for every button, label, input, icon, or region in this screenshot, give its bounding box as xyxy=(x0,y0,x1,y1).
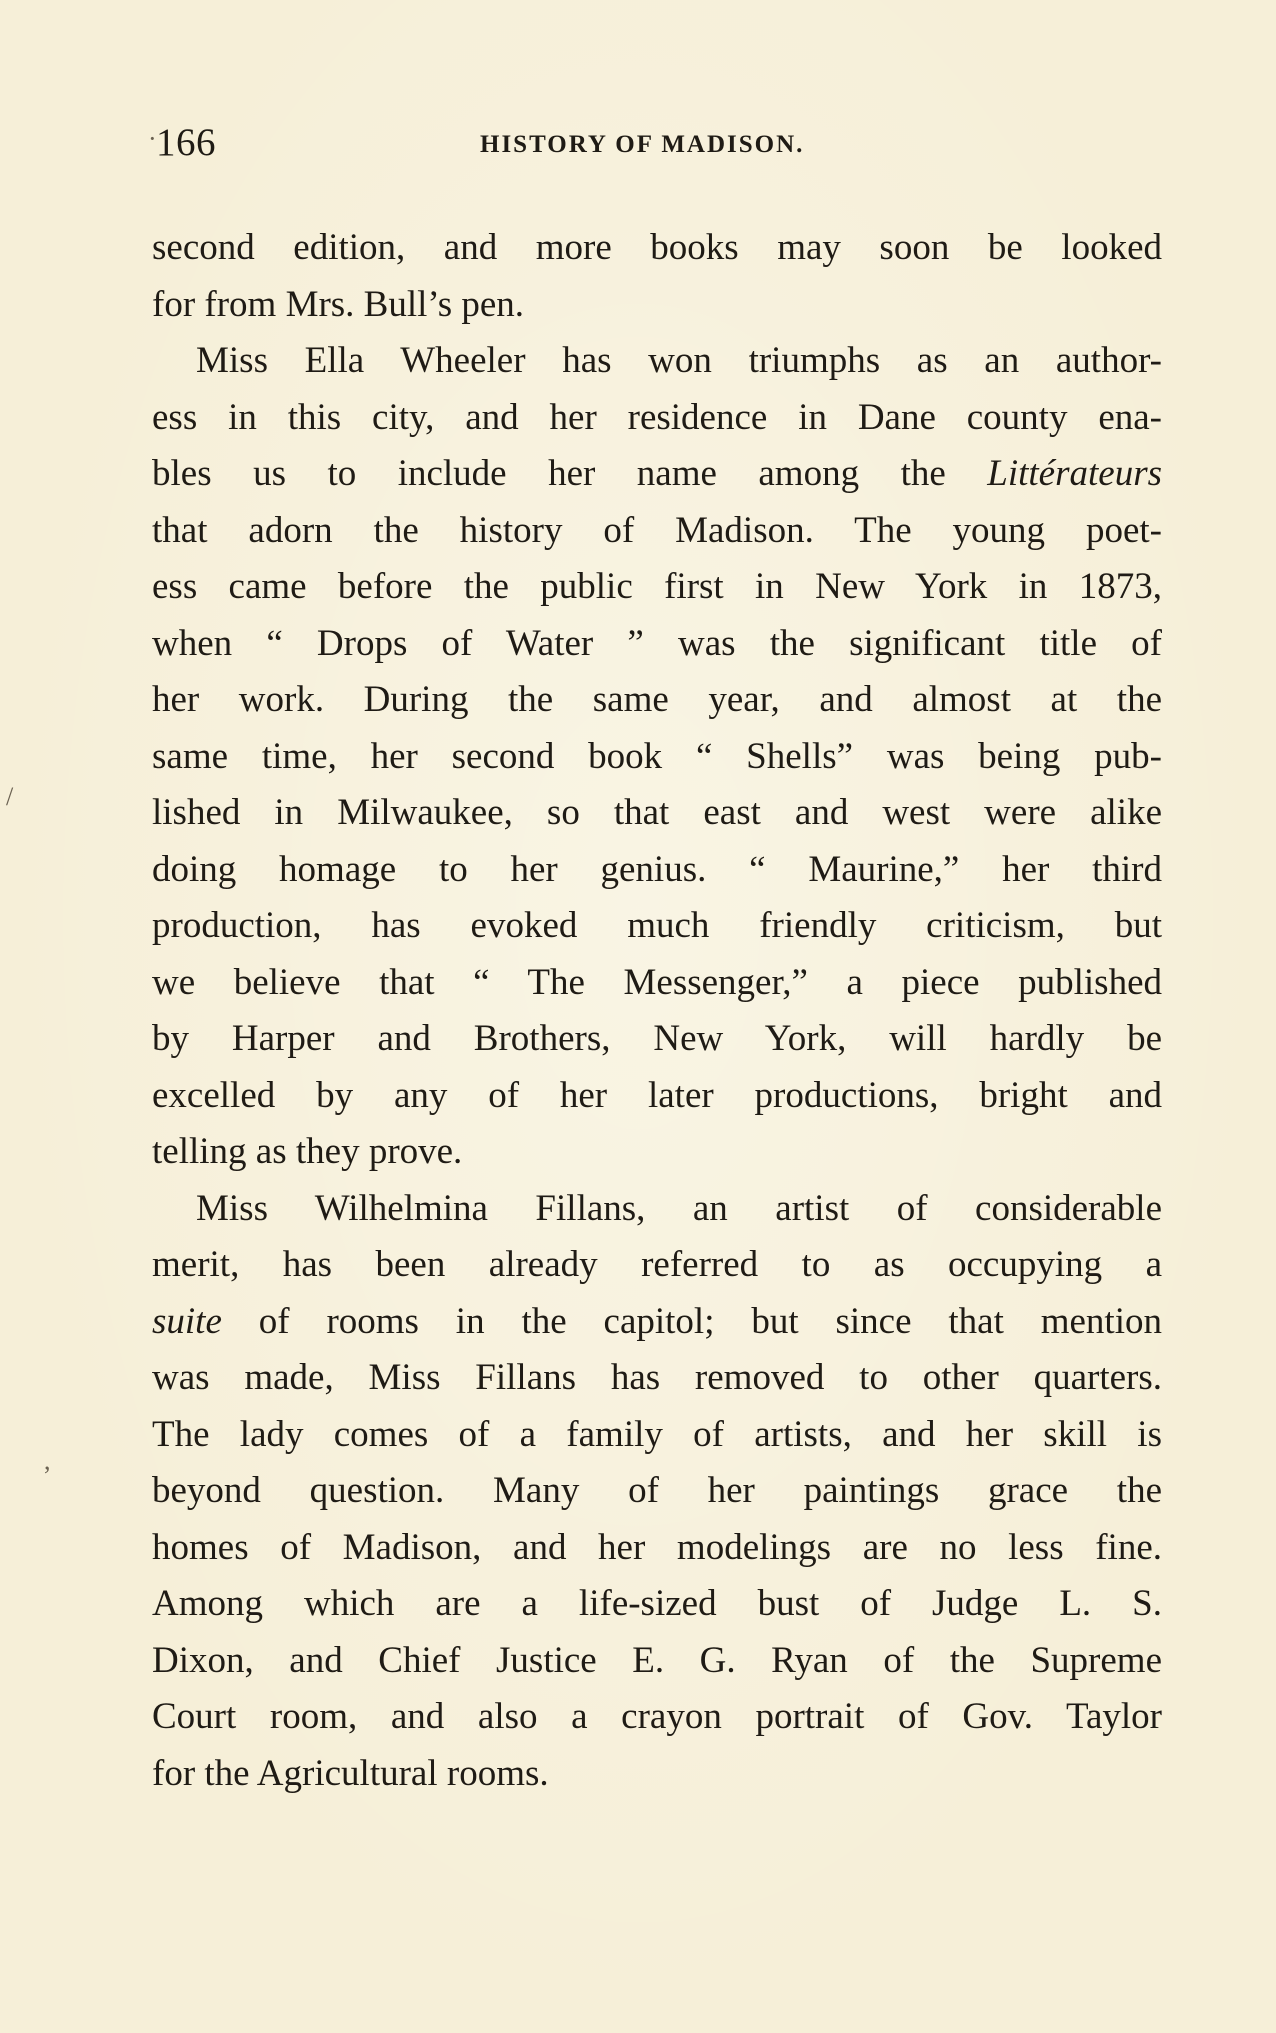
text-segment: telling as they prove. xyxy=(152,1131,463,1172)
text-line xyxy=(152,503,1162,560)
text-line xyxy=(152,1124,1162,1181)
running-head xyxy=(150,118,1160,168)
text-segment: we believe that “ The Messenger,” a piece published xyxy=(152,961,1162,1003)
text-line xyxy=(152,1407,1162,1464)
italic-term: suite xyxy=(152,1300,222,1342)
text-segment: of rooms in the capitol; but since that mention xyxy=(221,1300,1162,1342)
text-line xyxy=(152,220,1162,277)
text-segment: Among which are a life-sized bust of Judge L. S. xyxy=(152,1583,1162,1624)
running-title: HISTORY OF MADISON. xyxy=(480,131,805,158)
text-line xyxy=(152,729,1162,786)
text-segment: by Harper and Brothers, New York, will hardly be xyxy=(152,1018,1162,1059)
text-segment: Dixon, and Chief Justice E. G. Ryan of the Supreme xyxy=(152,1639,1162,1681)
text-line xyxy=(152,1350,1162,1407)
page-number: 166 xyxy=(156,121,216,164)
text-segment: that adorn the history of Madison. The young poet- xyxy=(152,509,1162,551)
text-segment: second edition, and more books may soon be looked xyxy=(152,227,1162,268)
text-segment: ess in this city, and her residence in Dane county ena- xyxy=(152,396,1162,438)
text-line xyxy=(152,446,1162,503)
text-segment: Court room, and also a crayon portrait of Gov. Taylor xyxy=(152,1696,1162,1737)
text-segment: Miss Wilhelmina Fillans, an artist of considerable xyxy=(196,1187,1162,1229)
text-segment: merit, has been already referred to as occupying a xyxy=(152,1244,1162,1285)
text-segment: same time, her second book “ Shells” was being pub- xyxy=(152,735,1162,777)
italic-term: Littérateurs xyxy=(987,453,1162,494)
text-line xyxy=(152,559,1162,616)
text-line xyxy=(152,898,1162,955)
text-line xyxy=(152,1520,1162,1577)
text-segment: bles us to include her name among the xyxy=(152,453,988,494)
text-line xyxy=(152,1011,1162,1068)
text-line xyxy=(152,672,1162,729)
text-segment: homes of Madison, and her modelings are no less fine. xyxy=(152,1526,1162,1568)
text-segment: doing homage to her genius. “ Maurine,” her third xyxy=(152,848,1162,890)
text-line xyxy=(152,1294,1162,1351)
text-line xyxy=(152,390,1162,447)
body-text xyxy=(152,220,1162,1802)
text-segment: lished in Milwaukee, so that east and west were alike xyxy=(152,792,1162,833)
text-line xyxy=(152,1746,1162,1803)
text-line xyxy=(152,1237,1162,1294)
text-segment: ess came before the public first in New York in 1873, xyxy=(152,566,1162,607)
text-line xyxy=(152,1181,1162,1238)
margin-tick: , xyxy=(44,1446,51,1475)
text-segment: The lady comes of a family of artists, and her skill is xyxy=(152,1413,1162,1455)
text-segment: for the Agricultural rooms. xyxy=(152,1752,549,1794)
margin-tick: / xyxy=(6,782,14,811)
text-segment: beyond question. Many of her paintings grace the xyxy=(152,1470,1162,1511)
text-segment: for from Mrs. Bull’s pen. xyxy=(152,283,525,325)
text-line xyxy=(152,1633,1162,1690)
text-line xyxy=(152,616,1162,673)
text-line xyxy=(152,1463,1162,1520)
text-line xyxy=(152,1576,1162,1633)
text-segment: excelled by any of her later productions, bright and xyxy=(152,1074,1162,1116)
text-line xyxy=(152,333,1162,390)
text-segment: Miss Ella Wheeler has won triumphs as an author- xyxy=(196,340,1162,381)
text-segment: was made, Miss Fillans has removed to other quarters. xyxy=(152,1357,1162,1398)
text-segment: production, has evoked much friendly criticism, but xyxy=(152,905,1162,946)
text-segment: when “ Drops of Water ” was the significant title of xyxy=(152,622,1162,664)
text-line xyxy=(152,277,1162,334)
text-line xyxy=(152,842,1162,899)
text-line xyxy=(152,955,1162,1012)
margin-dot: · xyxy=(148,124,157,153)
text-line xyxy=(152,1689,1162,1746)
text-line xyxy=(152,1068,1162,1125)
text-segment: her work. During the same year, and almost at the xyxy=(152,679,1162,720)
text-line xyxy=(152,785,1162,842)
